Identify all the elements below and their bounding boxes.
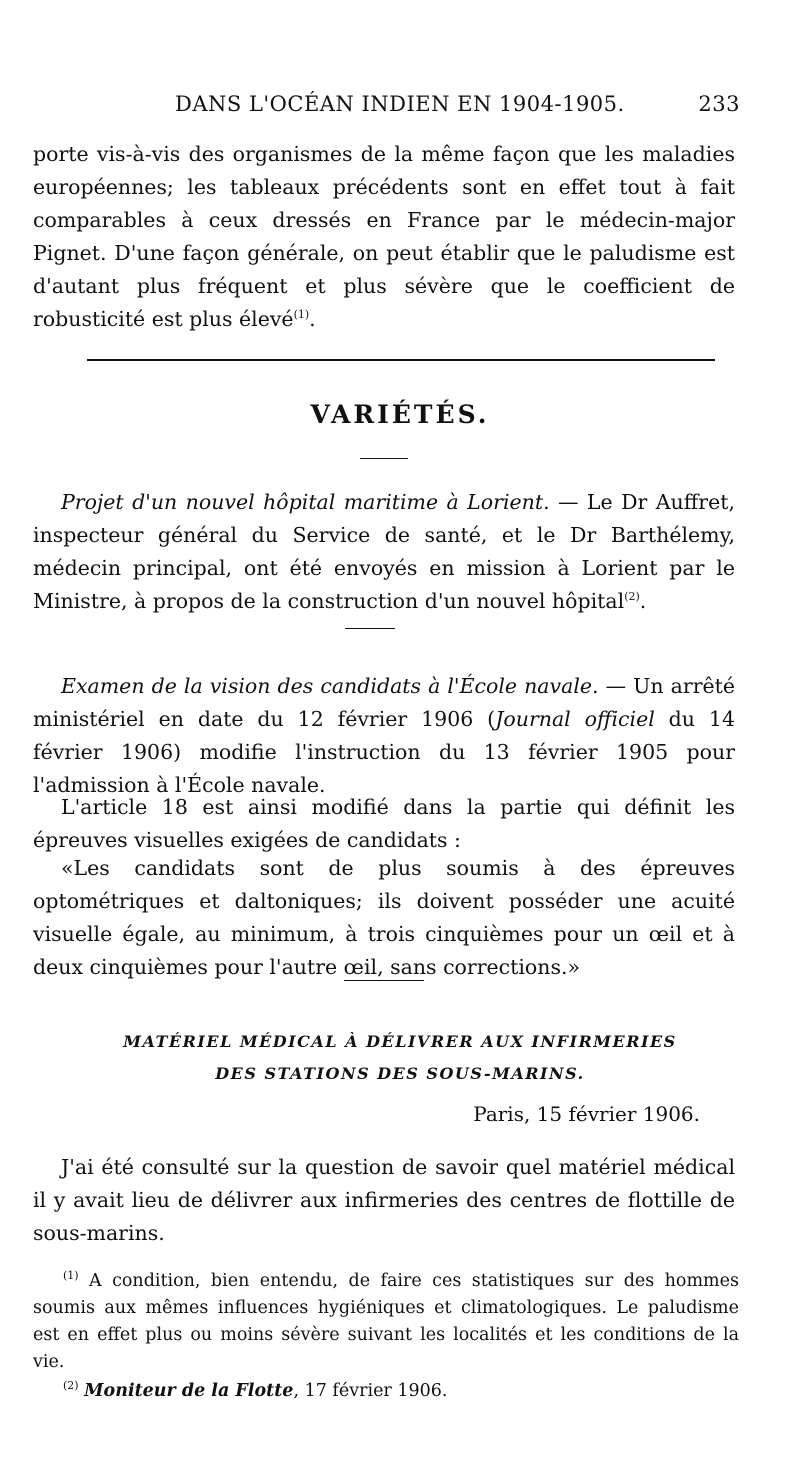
heading-materiel-line2: DES STATIONS DES SOUS-MARINS. (215, 1064, 585, 1083)
item-hospital-text: — Le Dr Auffret, inspecteur général du Service de santé, et le Dr Barthélemy, médecin principal, ont été envoyés en mission à Lorient par le Ministre, à propos de la construction d'un nouvel hôpital (33, 490, 735, 613)
item-vision-text-b: du 14 février 1906) modifie l'instruction du 13 février 1905 pour l'admission à l'École navale. (33, 707, 735, 797)
item-hospital-end: . (639, 589, 647, 613)
section-title: VARIÉTÉS. (310, 400, 490, 429)
footnote-1-mark: (1) (63, 1269, 79, 1283)
title-rule (360, 458, 408, 459)
footnote-2-text: , 17 février 1906. (293, 1381, 448, 1401)
running-header (160, 92, 740, 122)
footnote-1-text: A condition, bien entendu, de faire ces statistiques sur des hommes soumis aux mêmes influences hygiéniques et climatologiques. Le paludisme est en effet plus ou moins sévère suivant les localités et les conditions de la vie. (33, 1271, 739, 1372)
item-vision-text-a: — Un arrêté ministériel en date du 12 février 1906 ( (33, 674, 735, 731)
dateline: Paris, 15 février 1906. (473, 1102, 700, 1126)
journal-officiel: Journal officiel (495, 707, 655, 731)
item-vision (33, 670, 735, 802)
quoted-regulation: «Les candidats sont de plus soumis à des épreuves optométriques et daltoniques; ils doivent posséder une acuité visuelle égale, au minimum, à trois cinquièmes pour un œil et à deux cinquièmes pour l'autre œil, sans corrections.» (33, 856, 735, 979)
article-paragraph: L'article 18 est ainsi modifié dans la partie qui définit les épreuves visuelles exigées de candidats : (33, 795, 735, 852)
item-separator-2 (344, 980, 424, 981)
item-vision-title: Examen de la vision des candidats à l'École navale. (61, 674, 599, 698)
intro-text: porte vis-à-vis des organismes de la même façon que les maladies européennes; les tableaux précédents sont en effet tout à fait comparables à ceux dressés en France par le médecin-major Pignet. D'une façon générale, on peut établir que le paludisme est d'autant plus fréquent et plus sévère que le coefficient de robusticité est plus élevé (33, 142, 735, 331)
footnote-2-mark: (2) (63, 1379, 79, 1393)
item-hospital-title: Projet d'un nouvel hôpital maritime à Lorient. (61, 490, 550, 514)
item-separator-1 (345, 628, 395, 629)
footnote-ref-2[interactable]: (2) (624, 590, 640, 604)
footnote-2 (33, 1378, 739, 1405)
heading-materiel-line1: MATÉRIEL MÉDICAL À DÉLIVRER AUX INFIRMERIES (123, 1032, 677, 1051)
letter-paragraph: J'ai été consulté sur la question de savoir quel matériel médical il y avait lieu de délivrer aux infirmeries des centres de flottille de sous-marins. (33, 1155, 735, 1245)
intro-paragraph (33, 138, 735, 336)
footnote-ref-1[interactable]: (1) (293, 308, 310, 322)
running-title: DANS L'OCÉAN INDIEN EN 1904-1905. (175, 92, 625, 116)
item-hospital (33, 486, 735, 618)
page-number: 233 (698, 92, 740, 116)
footnote-1 (33, 1268, 739, 1376)
section-divider (87, 359, 715, 361)
intro-end: . (309, 307, 316, 331)
footnote-2-source: Moniteur de la Flotte (84, 1381, 294, 1401)
